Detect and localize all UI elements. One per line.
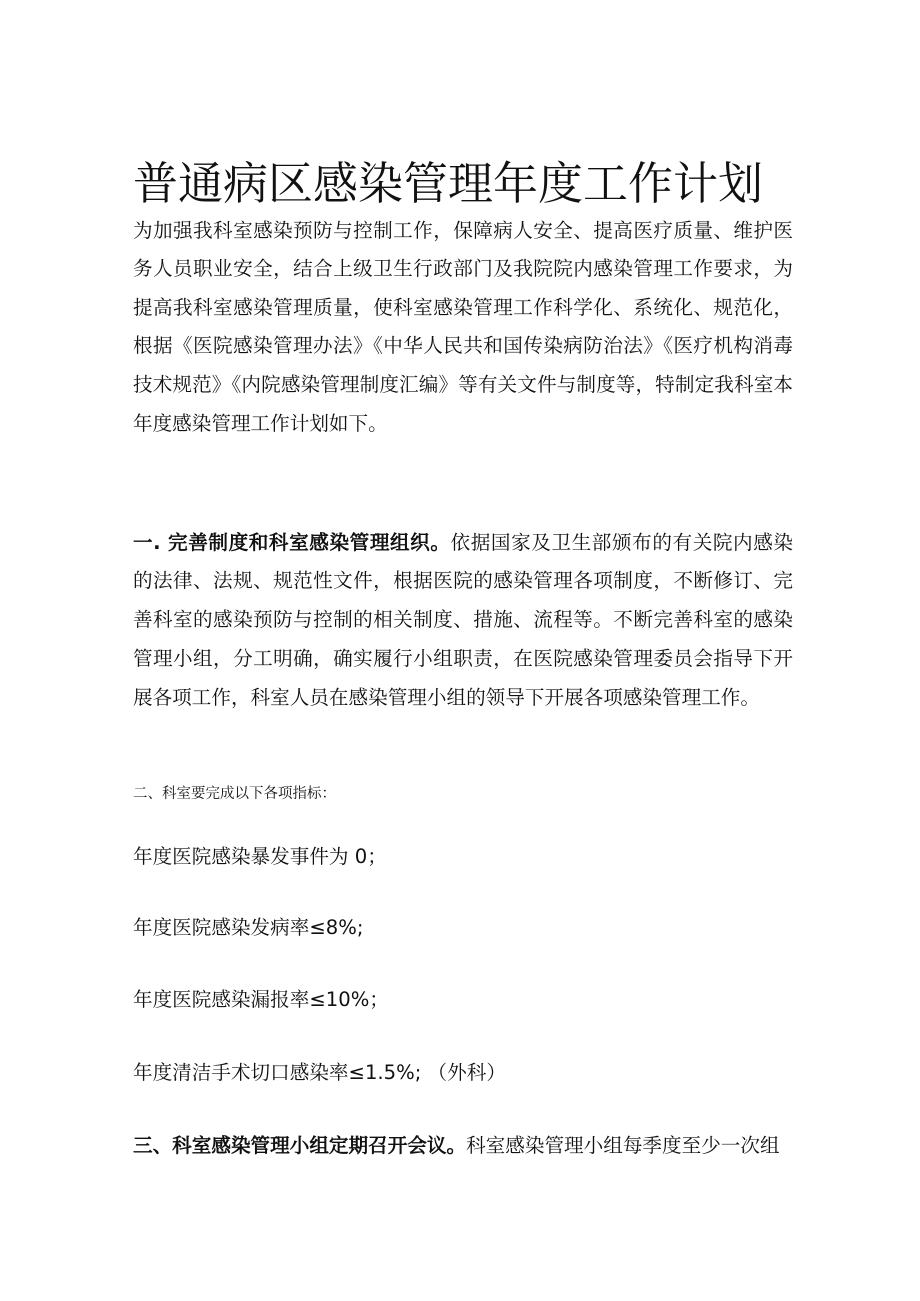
section-3-paragraph	[133, 1128, 813, 1164]
section-3-body: 科室感染管理小组每季度至少一次组	[466, 1134, 780, 1157]
section-1-body: 依据国家及卫生部颁布的有关院内感染的法律、法规、规范性文件，根据医院的感染管理各项制度，不断修订、完善科室的感染预防与控制的相关制度、措施、流程等。不断完善科室的感染管理小组，分工明确，确实履行小组职责，在医院感染管理委员会指导下开展各项工作，科室人员在感染管理小组的领导下开展各项感染管理工作。	[133, 530, 794, 709]
indicator-item: 年度清洁手术切口感染率≤1.5%; （外科）	[133, 1061, 506, 1084]
intro-paragraph: 为加强我科室感染预防与控制工作，保障病人安全、提高医疗质量、维护医务人员职业安全，结合上级卫生行政部门及我院院内感染管理工作要求，为提高我科室感染管理质量，使科室感染管理工作科学化、系统化、规范化，根据《医院感染管理办法》《中华人民共和国传染病防治法》《医疗机构消毒技术规范》《内院感染管理制度汇编》等有关文件与制度等，特制定我科室本年度感染管理工作计划如下。	[133, 218, 793, 435]
section-2-heading: 二、科室要完成以下各项指标：	[133, 786, 336, 802]
indicator-item: 年度医院感染漏报率≤10%；	[133, 988, 389, 1011]
section-1-paragraph	[133, 524, 793, 718]
section-3-heading: 三、科室感染管理小组定期召开会议。	[133, 1134, 467, 1157]
section-1-heading: 一. 完善制度和科室感染管理组织。	[133, 530, 451, 554]
indicator-item: 年度医院感染发病率≤8%;	[133, 916, 364, 939]
indicator-item: 年度医院感染暴发事件为 0；	[133, 845, 387, 868]
page-title: 普通病区感染管理年度工作计划	[133, 157, 764, 211]
